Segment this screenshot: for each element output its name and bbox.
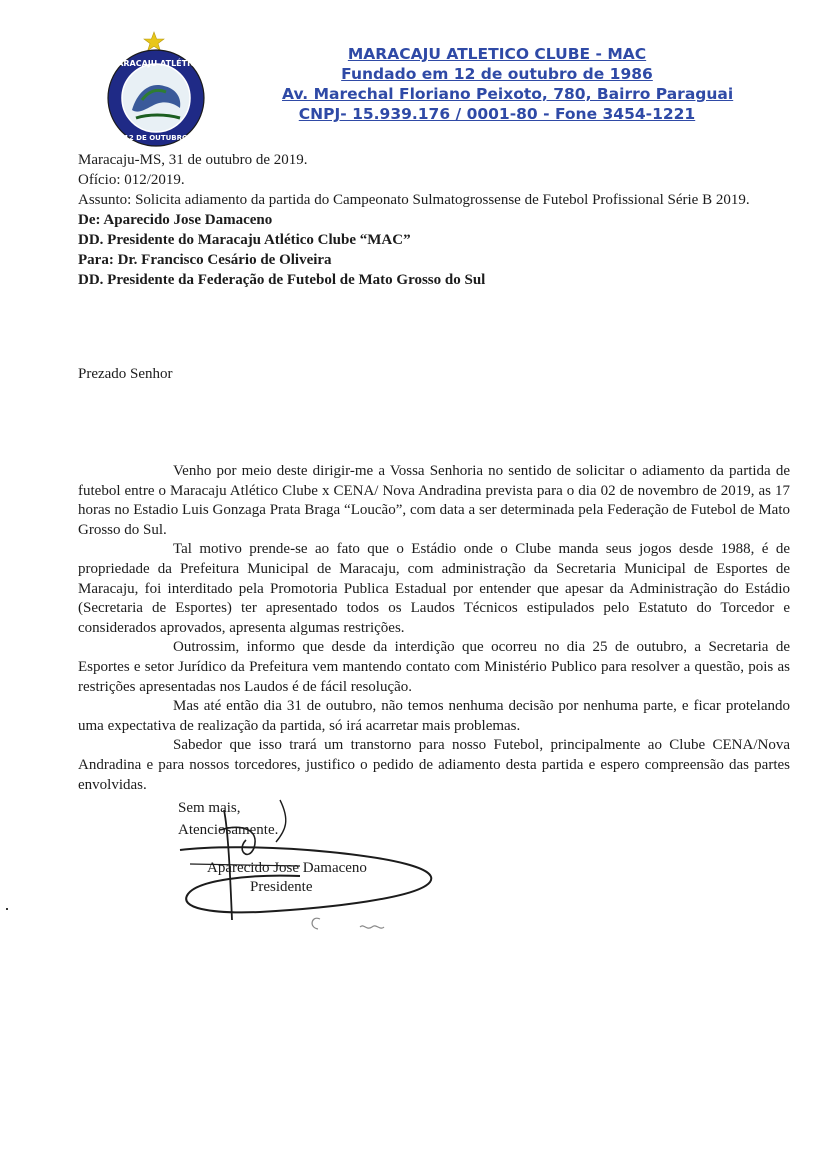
body-paragraph: Outrossim, informo que desde da interdição que ocorreu no dia 25 de outubro, a Secretaria de Esportes e setor Jurídico da Prefeitura vem mantendo contato com Ministério Publico para resolver a questão, pois as restrições apresentadas nos Laudos é de fácil resolução. [78,639,790,695]
scan-speck [6,908,8,910]
letter-date: Maracaju-MS, 31 de outubro de 2019. [78,152,308,168]
letter-meta [78,150,790,290]
signatory-name: Aparecido Jose Damaceno [207,860,367,876]
oficio-number: Ofício: 012/2019. [78,172,185,188]
sender-title: DD. Presidente do Maracaju Atlético Clube “MAC” [78,232,411,248]
recipient-line: Para: Dr. Francisco Cesário de Oliveira [78,252,332,268]
recipient-title: DD. Presidente da Federação de Futebol de Mato Grosso do Sul [78,272,486,288]
body-paragraph: Tal motivo prende-se ao fato que o Estádio onde o Clube manda seus jogos desde 1988, é de propriedade da Prefeitura Municipal de Maracaju, com administração da Secretaria Municipal de Esportes de Maracaju, foi interditado pela Promotoria Publica Estadual por entender que apesar da Administração do Estádio (Secretaria de Esportes) ter apresentado todos os Laudos Técnicos estipulados pelo Estatuto do Torcedor e considerados aprovados, apresenta algumas restrições. [78,541,790,636]
sender-line: De: Aparecido Jose Damaceno [78,212,273,228]
svg-text:12 DE OUTUBRO: 12 DE OUTUBRO [124,134,188,142]
closing-line-1: Sem mais, [178,800,241,816]
letter-body [78,462,790,795]
club-logo [96,30,216,148]
cnpj-line: CNPJ- 15.939.176 / 0001-80 - Fone 3454-1221 [298,105,696,123]
club-name: MARACAJU ATLETICO CLUBE - MAC [347,45,647,63]
subject-line: Assunto: Solicita adiamento da partida do Campeonato Sulmatogrossense de Futebol Profissional Série B 2019. [78,192,750,208]
address-line: Av. Marechal Floriano Peixoto, 780, Bairro Paraguai [282,85,734,103]
svg-text:MARACAJU ATLÉTICO: MARACAJU ATLÉTICO [109,59,203,68]
founded-line: Fundado em 12 de outubro de 1986 [341,65,653,83]
body-paragraph: Sabedor que isso trará um transtorno para nosso Futebol, principalmente ao Clube CENA/Nova Andradina e para nossos torcedores, justifico o pedido de adiamento desta partida e espero compreensão das partes envolvidas. [78,737,790,793]
closing-line-2: Atenciosamente. [178,822,279,838]
body-paragraph: Venho por meio deste dirigir-me a Vossa Senhoria no sentido de solicitar o adiamento da partida de futebol entre o Maracaju Atlético Clube x CENA/ Nova Andradina prevista para o dia 02 de novembro de 2019, as 17 horas no Estadio Luis Gonzaga Prata Braga “Loucão”, com data a ser determinada pela Federação de Futebol de Mato Grosso do Sul. [78,463,790,538]
signatory-title: Presidente [250,879,313,895]
star-icon [144,32,164,51]
stray-mark [300,905,400,945]
salutation: Prezado Senhor [78,366,173,382]
letterhead [282,44,734,124]
body-paragraph: Mas até então dia 31 de outubro, não temos nenhuma decisão por nenhuma parte, e ficar protelando uma expectativa de realização da partida, só irá acarretar mais problemas. [78,698,790,734]
